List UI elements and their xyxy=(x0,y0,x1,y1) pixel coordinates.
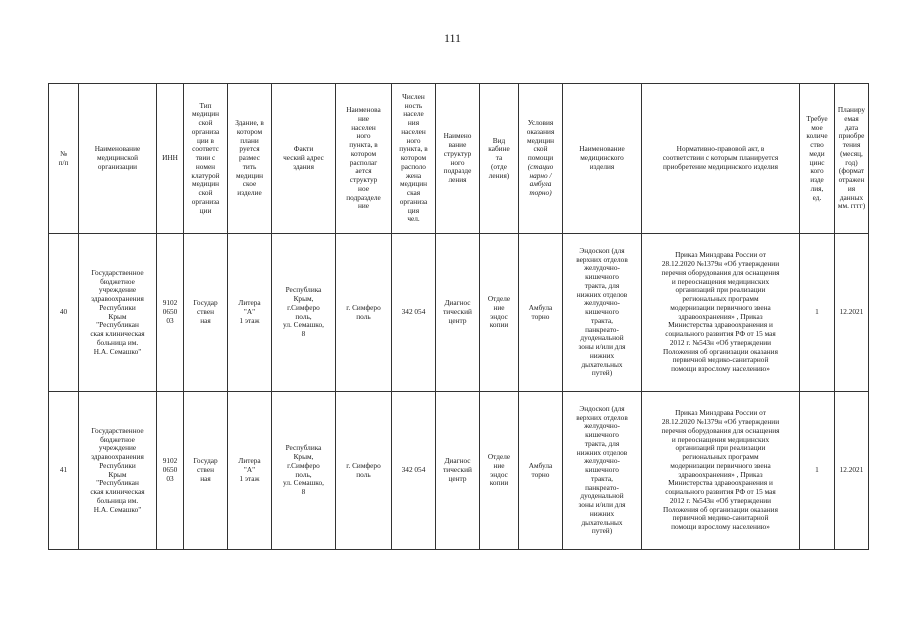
header-number: № п/п xyxy=(49,84,79,234)
cell-quantity: 1 xyxy=(800,392,835,550)
cell-number: 40 xyxy=(49,234,79,392)
cell-building: Литера "А" 1 этаж xyxy=(228,392,272,550)
cell-locality: г. Симферо поль xyxy=(336,234,392,392)
cell-address: Республика Крым, г.Симферо поль, ул. Семашко, 8 xyxy=(272,392,336,550)
cell-conditions: Амбула торно xyxy=(519,392,563,550)
cell-device: Эндоскоп (для верхних отделов желудочно- кишечного тракта, для нижних отделов желудочно- кишечного тракта, панкреато- дуоденальной зоны и/или для нижних дыхательных путей) xyxy=(563,392,642,550)
cell-inn: 9102 0650 03 xyxy=(157,392,184,550)
header-row xyxy=(49,84,869,234)
cell-legal-act: Приказ Минздрава России от 28.12.2020 №1379н «Об утверждении перечня оборудования для оснащения и переоснащения медицинских организаций при реализации региональных программ модернизации первичного звена здравоохранения» , Приказ Министерства здравоохранения и социального развития РФ от 15 мая 2012 г. №543н «Об утверждении Положения об организации оказания первичной медико-санитарной помощи взрослому населению» xyxy=(642,234,800,392)
cell-unit: Диагнос тический центр xyxy=(436,234,480,392)
cell-building: Литера "А" 1 этаж xyxy=(228,234,272,392)
header-population: Числен ность населе ния населен ного пункта, в котором располо жена медицин ская организа ция чел. xyxy=(392,84,436,234)
cell-organization: Государственное бюджетное учреждение здравоохранения Республики Крым "Республикан ская клиническая больница им. Н.А. Семашко" xyxy=(79,234,157,392)
cell-conditions: Амбула торно xyxy=(519,234,563,392)
header-conditions-note: (стацио нарно / амбула торно) xyxy=(527,161,554,198)
header-device: Наименование медицинского изделия xyxy=(563,84,642,234)
cell-room: Отделе ние эндос копии xyxy=(480,234,519,392)
header-legal-act: Нормативно-правовой акт, в соответствии с которым планируется приобретение медицинского изделия xyxy=(642,84,800,234)
header-organization: Наименование медицинской организации xyxy=(79,84,157,234)
header-building: Здание, в котором плани руется размес тить медицин ское изделие xyxy=(228,84,272,234)
header-conditions-label: Условия оказания медицин ской помощи xyxy=(526,118,555,163)
cell-number: 41 xyxy=(49,392,79,550)
cell-population: 342 054 xyxy=(392,234,436,392)
header-address: Факти ческий адрес здания xyxy=(272,84,336,234)
cell-address: Республика Крым, г.Симферо поль, ул. Семашко, 8 xyxy=(272,234,336,392)
cell-organization: Государственное бюджетное учреждение здравоохранения Республики Крым "Республикан ская клиническая больница им. Н.А. Семашко" xyxy=(79,392,157,550)
cell-population: 342 054 xyxy=(392,392,436,550)
page-number: 111 xyxy=(443,31,462,45)
header-planned-date: Планиру емая дата приобре тения (месяц, год) (формат отражен ия данных мм. гггг) xyxy=(835,84,869,234)
header-quantity: Требуе мое количе ство меди цинс кого изде лия, ед. xyxy=(800,84,835,234)
cell-org-type: Государ ствен ная xyxy=(184,392,228,550)
cell-planned-date: 12.2021 xyxy=(835,392,869,550)
cell-unit: Диагнос тический центр xyxy=(436,392,480,550)
header-inn: ИНН xyxy=(157,84,184,234)
cell-org-type: Государ ствен ная xyxy=(184,234,228,392)
equipment-table xyxy=(48,83,869,550)
header-locality: Наименова ние населен ного пункта, в котором располаг ается структур ное подразделе ние xyxy=(336,84,392,234)
table-row xyxy=(49,234,869,392)
header-unit: Наимено вание структур ного подразде ления xyxy=(436,84,480,234)
cell-device: Эндоскоп (для верхних отделов желудочно- кишечного тракта, для нижних отделов желудочно- кишечного тракта, панкреато- дуоденальной зоны и/или для нижних дыхательных путей) xyxy=(563,234,642,392)
cell-planned-date: 12.2021 xyxy=(835,234,869,392)
cell-room: Отделе ние эндос копии xyxy=(480,392,519,550)
header-conditions xyxy=(519,84,563,234)
cell-inn: 9102 0650 03 xyxy=(157,234,184,392)
cell-legal-act: Приказ Минздрава России от 28.12.2020 №1379н «Об утверждении перечня оборудования для оснащения и переоснащения медицинских организаций при реализации региональных программ модернизации первичного звена здравоохранения» , Приказ Министерства здравоохранения и социального развития РФ от 15 мая 2012 г. №543н «Об утверждении Положения об организации оказания первичной медико-санитарной помощи взрослому населению» xyxy=(642,392,800,550)
table-row xyxy=(49,392,869,550)
cell-quantity: 1 xyxy=(800,234,835,392)
cell-locality: г. Симферо поль xyxy=(336,392,392,550)
header-room: Вид кабине та (отде ления) xyxy=(480,84,519,234)
header-org-type: Тип медицин ской организа ции в соответс твии с номен клатурой медицин ской организа ции xyxy=(184,84,228,234)
